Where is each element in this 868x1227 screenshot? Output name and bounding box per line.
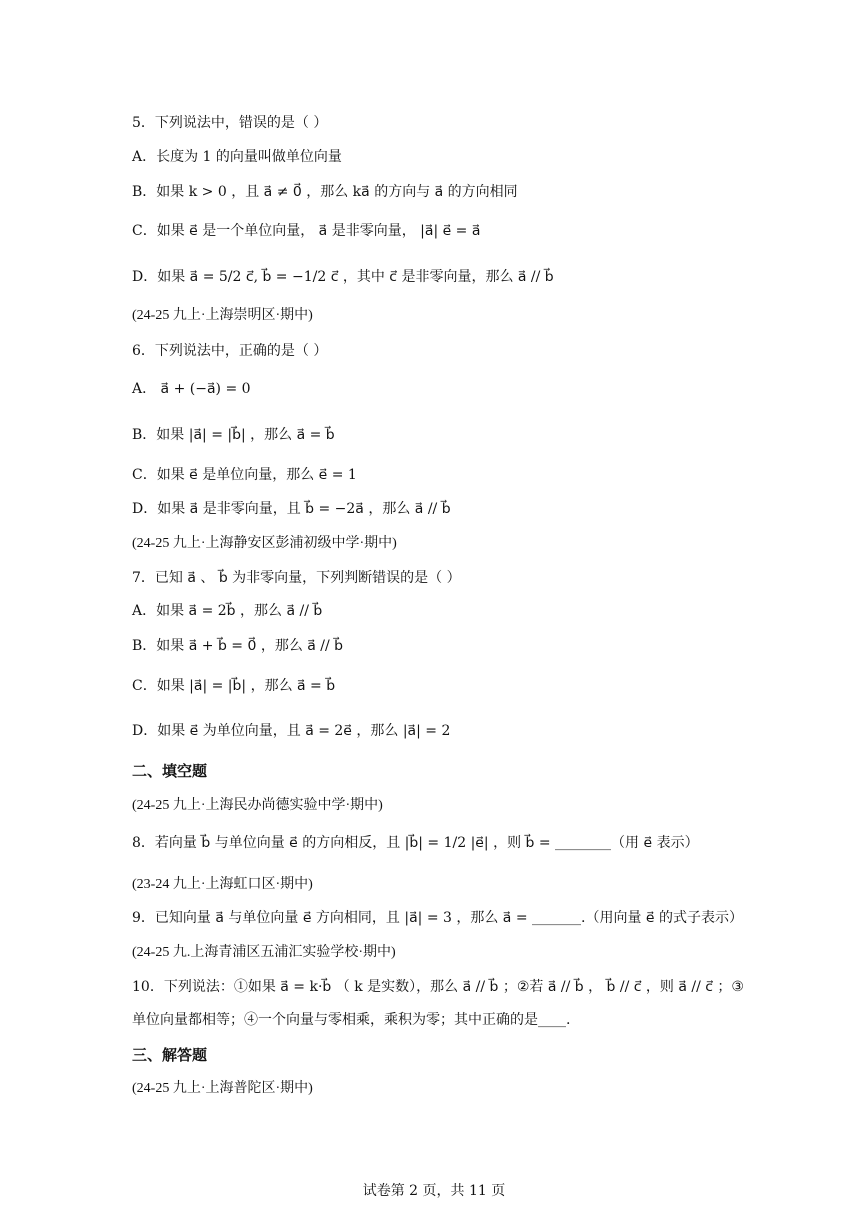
source-label: (24-25 九.上海青浦区五浦汇实验学校·期中) bbox=[132, 945, 396, 960]
question-6-stem: 6．下列说法中，正确的是（ ） bbox=[132, 343, 328, 359]
question-6-option-a: A． a⃗ + (−a⃗) = 0 bbox=[132, 381, 251, 397]
source-label: (24-25 九上·上海民办尚德实验中学·期中) bbox=[132, 798, 383, 813]
question-7-stem: 7．已知 a⃗ 、 b⃗ 为非零向量，下列判断错误的是（ ） bbox=[132, 570, 461, 586]
question-6-option-d: D．如果 a⃗ 是非零向量，且 b⃗ = −2a⃗ ，那么 a⃗ // b⃗ bbox=[132, 501, 451, 517]
question-5-option-a: A．长度为 1 的向量叫做单位向量 bbox=[132, 149, 342, 165]
source-label: (24-25 九上·上海崇明区·期中) bbox=[132, 308, 313, 323]
question-7-option-d: D．如果 e⃗ 为单位向量，且 a⃗ = 2e⃗ ，那么 |a⃗| = 2 bbox=[132, 723, 451, 739]
question-5-option-d: D．如果 a⃗ = 5/2 c⃗, b⃗ = −1/2 c⃗ ，其中 c⃗ 是非零向量，那么 a⃗ // b⃗ bbox=[132, 269, 554, 285]
question-5-option-c: C．如果 e⃗ 是一个单位向量， a⃗ 是非零向量， |a⃗| e⃗ = a⃗ bbox=[132, 223, 481, 239]
source-label: (23-24 九上·上海虹口区·期中) bbox=[132, 877, 313, 892]
question-7-option-b: B．如果 a⃗ + b⃗ = 0⃗ ，那么 a⃗ // b⃗ bbox=[132, 638, 344, 654]
section-heading-fill-in: 二、填空题 bbox=[132, 762, 208, 780]
question-8: 8．若向量 b⃗ 与单位向量 e⃗ 的方向相反，且 |b⃗| = 1/2 |e⃗| ，则 b⃗ = ________（用 e⃗ 表示） bbox=[132, 835, 699, 851]
source-label: (24-25 九上·上海普陀区·期中) bbox=[132, 1081, 313, 1096]
question-7-option-c: C．如果 |a⃗| = |b⃗| ，那么 a⃗ = b⃗ bbox=[132, 678, 336, 694]
question-9: 9．已知向量 a⃗ 与单位向量 e⃗ 方向相同，且 |a⃗| = 3 ，那么 a⃗ = _______.（用向量 e⃗ 的式子表示） bbox=[132, 910, 743, 926]
question-10-line-2: 单位向量都相等；④一个向量与零相乘，乘积为零；其中正确的是____. bbox=[132, 1012, 571, 1028]
question-6-option-b: B．如果 |a⃗| = |b⃗| ，那么 a⃗ = b⃗ bbox=[132, 427, 335, 443]
section-heading-answer: 三、解答题 bbox=[132, 1046, 208, 1064]
page-footer: 试卷第 2 页，共 11 页 bbox=[362, 1183, 506, 1199]
question-5-stem: 5．下列说法中，错误的是（ ） bbox=[132, 115, 328, 131]
question-10-line-1: 10．下列说法：①如果 a⃗ = k·b⃗ （ k 是实数），那么 a⃗ // b⃗ ；②若 a⃗ // b⃗ ， b⃗ // c⃗ ，则 a⃗ // c⃗ ；③ bbox=[132, 979, 744, 995]
question-5-option-b: B．如果 k > 0 ，且 a⃗ ≠ 0⃗ ，那么 ka⃗ 的方向与 a⃗ 的方向相同 bbox=[132, 184, 518, 200]
question-6-option-c: C．如果 e⃗ 是单位向量，那么 e⃗ = 1 bbox=[132, 467, 357, 483]
question-7-option-a: A．如果 a⃗ = 2b⃗ ，那么 a⃗ // b⃗ bbox=[132, 603, 323, 619]
source-label: (24-25 九上·上海静安区彭浦初级中学·期中) bbox=[132, 536, 397, 551]
